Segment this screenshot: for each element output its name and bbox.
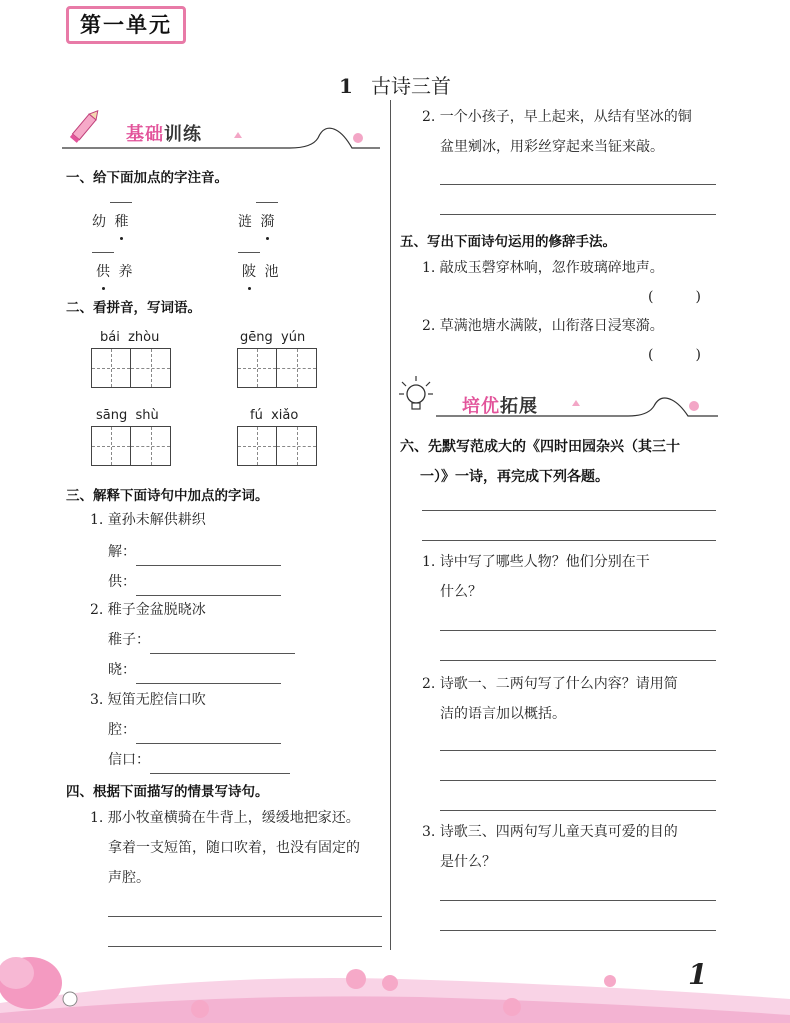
banner-wave-decoration — [62, 108, 382, 156]
s3-item-3-sub-1 — [108, 716, 281, 744]
word-4 — [238, 258, 278, 286]
banner-extension-colored: 培优 — [462, 396, 500, 417]
word-4-char-b: 池 — [264, 264, 279, 280]
lesson-name: 古诗三首 — [370, 74, 451, 98]
answer-line[interactable] — [440, 780, 716, 781]
answer-line[interactable] — [136, 579, 281, 596]
answer-line[interactable] — [440, 630, 716, 631]
s3-item-2-sub-2 — [108, 656, 281, 684]
lesson-number: 1 — [339, 74, 353, 98]
banner-wave-decoration — [396, 372, 720, 420]
s3-item-1-sub-2 — [108, 568, 281, 596]
s4-q2-line1: 2. 一个小孩子，早上起来，从结有坚冰的铜 — [422, 109, 692, 125]
answer-line[interactable] — [422, 510, 716, 511]
answer-line[interactable] — [440, 930, 716, 931]
s6-q3-line1: 3. 诗歌三、四两句写儿童天真可爱的目的 — [422, 824, 678, 840]
s4-q1-line1: 1. 那小牧童横骑在牛背上，缓缓地把家还。 — [90, 810, 360, 826]
section-2-title: 二、看拼音，写词语。 — [66, 300, 201, 316]
section-6-title-line1: 六、先默写范成大的《四时田园杂兴（其三十 — [400, 439, 680, 455]
word-2-char-a: 涟 — [238, 214, 252, 230]
s3-item-3-sub-2 — [108, 746, 290, 774]
s3-item-1-sub-1 — [108, 538, 281, 566]
page-number: 1 — [688, 958, 708, 991]
s5-item-1: 1. 敲成玉磬穿林响，忽作玻璃碎地声。 — [422, 260, 664, 276]
s6-q1-line1: 1. 诗中写了哪些人物？他们分别在干 — [422, 554, 650, 570]
answer-line[interactable] — [150, 637, 295, 654]
banner-basic — [62, 108, 382, 156]
answer-line[interactable] — [136, 549, 281, 566]
column-divider — [390, 100, 391, 950]
word-3-char-b: 养 — [118, 264, 133, 280]
answer-line[interactable] — [150, 757, 290, 774]
section-1-title: 一、给下面加点的字注音。 — [66, 170, 228, 186]
banner-extension — [396, 372, 720, 420]
s3-label: 信口： — [108, 752, 150, 768]
pinyin-3: sāng shù — [96, 408, 159, 423]
banner-extension-rest: 拓展 — [500, 396, 538, 417]
section-3-title: 三、解释下面诗句中加点的字词。 — [66, 488, 269, 504]
word-1-char-b: 稚 — [110, 208, 132, 236]
answer-line[interactable] — [108, 916, 382, 917]
lesson-title — [0, 70, 790, 99]
s3-label: 腔： — [108, 722, 136, 738]
s6-q1-line2: 什么？ — [440, 584, 482, 600]
s6-q2-line2: 洁的语言加以概括。 — [440, 706, 566, 722]
s3-label: 晓： — [108, 662, 136, 678]
s3-item-3: 3. 短笛无腔信口吹 — [90, 692, 206, 708]
s5-paren-1[interactable]: ( ) — [648, 289, 701, 305]
word-2 — [238, 208, 278, 236]
s3-item-2: 2. 稚子金盆脱晓冰 — [90, 602, 206, 618]
pinyin-1: bái zhòu — [100, 330, 160, 345]
s4-q2-line2: 盆里剜冰，用彩丝穿起来当钲来敲。 — [440, 139, 664, 155]
word-3-char-a: 供 — [92, 258, 114, 286]
s4-q1-line2: 拿着一支短笛，随口吹着，也没有固定的 — [108, 840, 360, 856]
writing-grid-2[interactable] — [237, 348, 317, 388]
word-1-char-a: 幼 — [92, 214, 106, 230]
s5-item-2: 2. 草满池塘水满陂，山衔落日浸寒漪。 — [422, 318, 664, 334]
s3-label: 供： — [108, 574, 136, 590]
section-6-title-line2: 一）》一诗，再完成下列各题。 — [420, 469, 609, 485]
word-3 — [92, 258, 132, 286]
s3-item-2-sub-1 — [108, 626, 295, 654]
word-2-char-b: 漪 — [256, 208, 278, 236]
bottom-decoration — [0, 933, 790, 1023]
word-1 — [92, 208, 132, 236]
answer-line[interactable] — [440, 184, 716, 185]
pinyin-4: fú xiǎo — [250, 408, 299, 423]
writing-grid-3[interactable] — [91, 426, 171, 466]
banner-basic-rest: 训练 — [164, 124, 202, 145]
answer-line[interactable] — [440, 900, 716, 901]
banner-basic-colored: 基础 — [126, 124, 164, 145]
s4-q1-line3: 声腔。 — [108, 870, 150, 886]
answer-line[interactable] — [440, 660, 716, 661]
unit-tab: 第一单元 — [66, 6, 186, 44]
s6-q2-line1: 2. 诗歌一、二两句写了什么内容？请用简 — [422, 676, 678, 692]
section-4-title: 四、根据下面描写的情景写诗句。 — [66, 784, 269, 800]
s6-q3-line2: 是什么？ — [440, 854, 496, 870]
answer-line[interactable] — [136, 727, 281, 744]
s3-label: 稚子： — [108, 632, 150, 648]
s5-paren-2[interactable]: ( ) — [648, 347, 701, 363]
s3-item-1: 1. 童孙未解供耕织 — [90, 512, 206, 528]
writing-grid-4[interactable] — [237, 426, 317, 466]
s3-label: 解： — [108, 544, 136, 560]
answer-line[interactable] — [440, 214, 716, 215]
answer-line[interactable] — [422, 540, 716, 541]
pinyin-2: gēng yún — [240, 330, 306, 345]
answer-line[interactable] — [136, 667, 281, 684]
word-4-char-a: 陂 — [238, 258, 260, 286]
writing-grid-1[interactable] — [91, 348, 171, 388]
section-5-title: 五、写出下面诗句运用的修辞手法。 — [400, 234, 616, 250]
answer-line[interactable] — [440, 750, 716, 751]
answer-line[interactable] — [440, 810, 716, 811]
